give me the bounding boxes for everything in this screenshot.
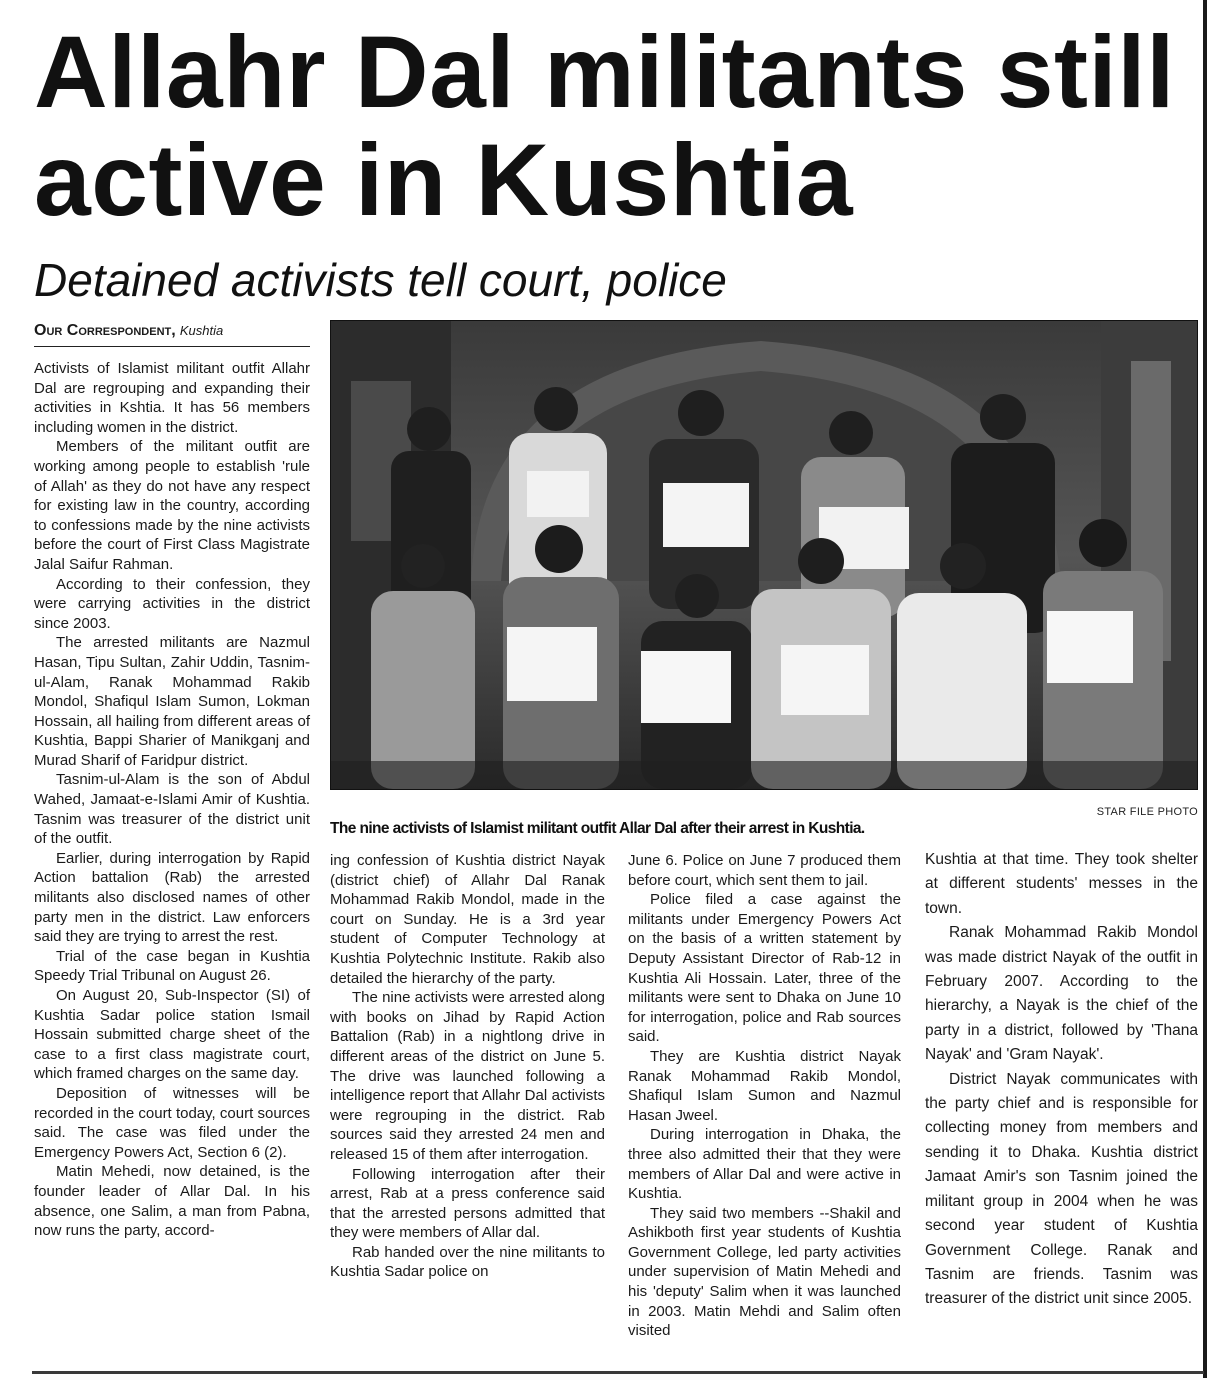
paragraph: They are Kushtia district Nayak Ranak Mohammad Rakib Mondol, Shafiqul Islam Sumon and Nazmul Hasan Jweel. [628, 1047, 901, 1124]
paragraph: The arrested militants are Nazmul Hasan, Tipu Sultan, Zahir Uddin, Tasnim-ul-Alam, Ranak Mohammad Rakib Mondol, Shafiqul Islam Sumon, Lokman Hossain, all hailing from different areas of Kushtia, Bappi Sharier of Manikganj and Murad Sharif of Faridpur district. [34, 634, 310, 769]
byline-place: Kushtia [179, 323, 224, 338]
paragraph: ing confession of Kushtia district Nayak (district chief) of Allahr Dal Ranak Mohammad Rakib Mondol, made in the court on Sunday. He is a 3rd year student of Computer Technology at Kushtia Polytechnic Institute. Rakib also detailed the hierarchy of the party. [330, 852, 605, 987]
paragraph: Activists of Islamist militant outfit Allahr Dal are regrouping and expanding their activities in Kshtia. It has 56 members including women in the district. [34, 360, 310, 436]
paragraph: According to their confession, they were carrying activities in the district since 2003. [34, 575, 310, 632]
paragraph: June 6. Police on June 7 produced them before court, which sent them to jail. [628, 852, 901, 889]
paragraph: Deposition of witnesses will be recorded in the court today, court sources said. The case was filed under the Emergency Powers Act, Section 6 (2). [34, 1084, 310, 1161]
paragraph: Following interrogation after their arrest, Rab at a press conference said that the arrested persons admitted that they were members of Allar dal. [330, 1165, 605, 1242]
paragraph: Police filed a case against the militants under Emergency Powers Act on the basis of a written statement by Deputy Assistant Director of Rab-12 in Kushtia Ali Hossain. Later, three of the militants were sent to Dhaka on June 10 for interrogation, police and Rab sources said. [628, 891, 901, 1046]
paragraph: Earlier, during interrogation by Rapid Action battalion (Rab) the arrested militants also disclosed names of other party men in the district. Law enforcers said they are trying to arrest the rest. [34, 849, 310, 946]
byline-name: Our Correspondent, [34, 322, 176, 339]
paragraph: Ranak Mohammad Rakib Mondol was made district Nayak of the outfit in February 2007. According to the hierarchy, a Nayak is the chief of the party in a district, followed by 'Thana Nayak' and 'Gram Nayak'. [925, 924, 1198, 1064]
article-column-2 [330, 851, 605, 1282]
photo-credit: STAR FILE PHOTO [1096, 806, 1198, 818]
group-photo-illustration [331, 321, 1197, 789]
paragraph: Trial of the case began in Kushtia Speedy Trial Tribunal on August 26. [34, 947, 310, 985]
photo-caption: The nine activists of Islamist militant outfit Allar Dal after their arrest in Kushtia. [330, 820, 865, 837]
article-column-4 [925, 848, 1198, 1312]
headline: Allahr Dal militants still active in Kushtia [34, 15, 1175, 237]
article-column-1 [34, 359, 310, 1241]
paragraph: Rab handed over the nine militants to Kushtia Sadar police on [330, 1243, 605, 1281]
news-photo [330, 320, 1198, 790]
paragraph: The nine activists were arrested along with books on Jihad by Rapid Action Battalion (Rab) in a nightlong drive in different areas of the district on June 5. The drive was launched following a intelligence report that Allahr Dal activists were regrouping in the district. Rab sources said they arrested 24 men and released 15 of them after interrogation. [330, 989, 605, 1163]
paragraph: They said two members --Shakil and Ashikboth first year students of Kushtia Government College, led party activities under supervision of Matin Mehedi and his 'deputy' Salim when it was launched in 2003. Matin Mehdi and Salim often visited [628, 1204, 901, 1340]
paragraph: Members of the militant outfit are working among people to establish 'rule of Allah' as they do not have any respect for existing law in the country, according to confessions made by the nine activists before the court of First Class Magistrate Jalal Saifur Rahman. [34, 438, 310, 573]
page-right-rule [1203, 0, 1207, 1378]
page-bottom-rule [32, 1371, 1204, 1374]
paragraph: Kushtia at that time. They took shelter at different students' messes in the town. [925, 851, 1198, 917]
article-column-3 [628, 851, 901, 1341]
paragraph: On August 20, Sub-Inspector (SI) of Kushtia Sadar police station Ismail Hossain submitted charge sheet of the case to a first class magistrate court, which framed charges on the same day. [34, 987, 310, 1083]
paragraph: Matin Mehedi, now detained, is the founder leader of Allar Dal. In his absence, one Salim, a man from Pabna, now runs the party, accord- [34, 1163, 310, 1240]
byline [34, 322, 310, 347]
paragraph: District Nayak communicates with the party chief and is responsible for collecting money from members and sending it to Dhaka. Kushtia district Jamaat Amir's son Tasnim joined the militant group in 2004 when he was second year student of Kushtia Government College. Ranak and Tasnim are friends. Tasnim was treasurer of the district unit since 2005. [925, 1070, 1198, 1308]
paragraph: During interrogation in Dhaka, the three also admitted their that they were members of Allar Dal and were active in Kushtia. [628, 1126, 901, 1203]
subheadline: Detained activists tell court, police [34, 254, 727, 306]
paragraph: Tasnim-ul-Alam is the son of Abdul Wahed, Jamaat-e-Islami Amir of Kushtia. Tasnim was treasurer of the district unit of the outfit. [34, 771, 310, 848]
